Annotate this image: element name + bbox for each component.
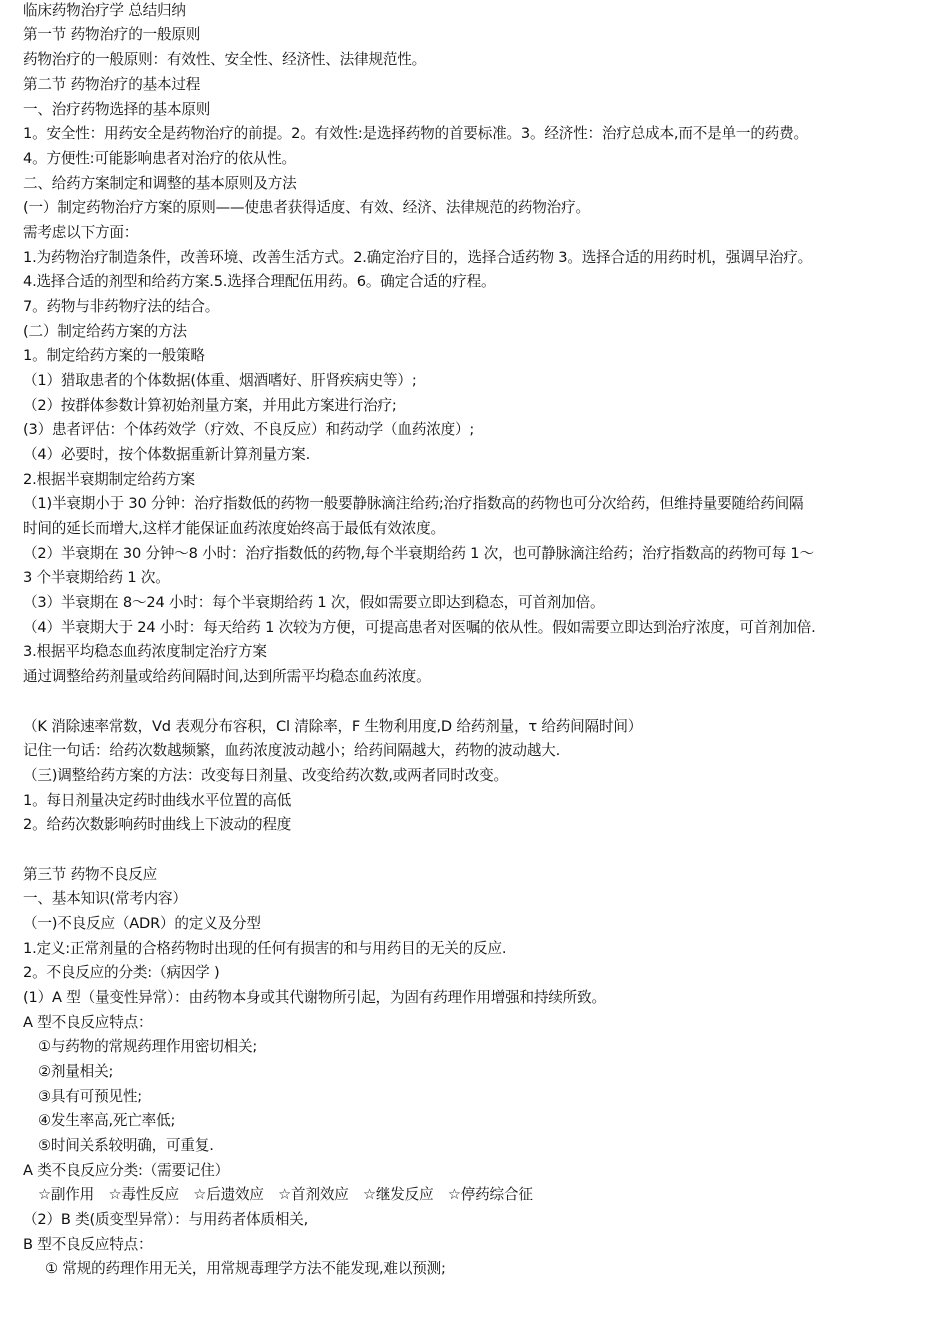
section-heading: 第三节 药物不良反应 (23, 866, 157, 883)
list-item: ⑤时间关系较明确，可重复. (38, 1137, 214, 1154)
list-item: ① 常规的药理作用无关，用常规毒理学方法不能发现,难以预测; (45, 1260, 446, 1277)
paragraph: 需考虑以下方面： (23, 224, 139, 241)
paragraph: 1。制定给药方案的一般策略 (23, 347, 205, 364)
paragraph: 1。每日剂量决定药时曲线水平位置的高低 (23, 792, 292, 809)
section-heading: 第二节 药物治疗的基本过程 (23, 76, 201, 93)
paragraph: 2。不良反应的分类:（病因学 ) (23, 964, 220, 981)
list-item: （4）必要时，按个体数据重新计算剂量方案. (23, 446, 311, 463)
paragraph: A 类不良反应分类:（需要记住） (23, 1162, 230, 1179)
paragraph: 2.根据半衰期制定给药方案 (23, 471, 195, 488)
list-item: 3 个半衰期给药 1 次。 (23, 569, 170, 586)
list-item: 时间的延长而增大,这样才能保证血药浓度始终高于最低有效浓度。 (23, 520, 445, 537)
paragraph: （三)调整给药方案的方法：改变每日剂量、改变给药次数,或两者同时改变。 (23, 767, 508, 784)
paragraph: 药物治疗的一般原则：有效性、安全性、经济性、法律规范性。 (23, 51, 427, 68)
paragraph: B 型不良反应特点： (23, 1236, 153, 1253)
list-item: ①与药物的常规药理作用密切相关; (38, 1038, 258, 1055)
paragraph: 4。方便性:可能影响患者对治疗的依从性。 (23, 150, 296, 167)
list-item: （2）按群体参数计算初始剂量方案，并用此方案进行治疗; (23, 397, 397, 414)
subheading: 一、治疗药物选择的基本原则 (23, 101, 211, 118)
list-item: ④发生率高,死亡率低; (38, 1112, 176, 1129)
paragraph: 通过调整给药剂量或给药间隔时间,达到所需平均稳态血药浓度。 (23, 668, 431, 685)
section-heading: 第一节 药物治疗的一般原则 (23, 26, 201, 43)
paragraph: 2。给药次数影响药时曲线上下波动的程度 (23, 816, 292, 833)
paragraph: 1.定义:正常剂量的合格药物时出现的任何有损害的和与用药目的无关的反应. (23, 940, 507, 957)
paragraph: 1.为药物治疗制造条件，改善环境、改善生活方式。2.确定治疗目的，选择合适药物 3。选择合适的用药时机，强调早治疗。 (23, 249, 813, 266)
list-item: （1）猎取患者的个体数据(体重、烟酒嗜好、肝肾疾病史等）; (23, 372, 417, 389)
list-item: （2）半衰期在 30 分钟～8 小时：治疗指数低的药物,每个半衰期给药 1 次，也可静脉滴注给药；治疗指数高的药物可每 1～ (23, 545, 814, 562)
paragraph: 7。药物与非药物疗法的结合。 (23, 298, 220, 315)
paragraph: 记住一句话：给药次数越频繁，血药浓度波动越小；给药间隔越大，药物的波动越大. (23, 742, 561, 759)
paragraph: (一）制定药物治疗方案的原则——使患者获得适度、有效、经济、法律规范的药物治疗。 (23, 199, 590, 216)
paragraph: （2）B 类(质变型异常）：与用药者体质相关, (23, 1211, 309, 1228)
doc-title: 临床药物治疗学 总结归纳 (23, 2, 186, 19)
paragraph: 4.选择合适的剂型和给药方案.5.选择合理配伍用药。6。确定合适的疗程。 (23, 273, 496, 290)
subheading: (二）制定给药方案的方法 (23, 323, 187, 340)
list-item: ②剂量相关; (38, 1063, 114, 1080)
paragraph: （K 消除速率常数，Vd 表观分布容积，Cl 清除率，F 生物利用度,D 给药剂量，τ 给药间隔时间） (23, 718, 643, 735)
paragraph: 1。安全性：用药安全是药物治疗的前提。2。有效性:是选择药物的首要标准。3。经济性：治疗总成本,而不是单一的药费。 (23, 125, 808, 142)
paragraph: (1）A 型（量变性异常）：由药物本身或其代谢物所引起，为固有药理作用增强和持续所致。 (23, 989, 606, 1006)
list-item: ③具有可预见性; (38, 1088, 142, 1105)
paragraph: 3.根据平均稳态血药浓度制定治疗方案 (23, 643, 267, 660)
list-item: （4）半衰期大于 24 小时：每天给药 1 次较为方便，可提高患者对医嘱的依从性。假如需要立即达到治疗浓度，可首剂加倍. (23, 619, 816, 636)
subheading: （一)不良反应（ADR）的定义及分型 (23, 915, 261, 932)
subheading: 二、给药方案制定和调整的基本原则及方法 (23, 175, 297, 192)
list-item: ☆副作用 ☆毒性反应 ☆后遗效应 ☆首剂效应 ☆继发反应 ☆停药综合征 (38, 1186, 533, 1203)
paragraph: A 型不良反应特点： (23, 1014, 153, 1031)
subheading: 一、基本知识(常考内容） (23, 890, 187, 907)
list-item: (3）患者评估：个体药效学（疗效、不良反应）和药动学（血药浓度）; (23, 421, 475, 438)
list-item: （1)半衰期小于 30 分钟：治疗指数低的药物一般要静脉滴注给药;治疗指数高的药物也可分次给药，但维持量要随给药间隔 (23, 495, 804, 512)
list-item: （3）半衰期在 8～24 小时：每个半衰期给药 1 次，假如需要立即达到稳态，可首剂加倍。 (23, 594, 605, 611)
